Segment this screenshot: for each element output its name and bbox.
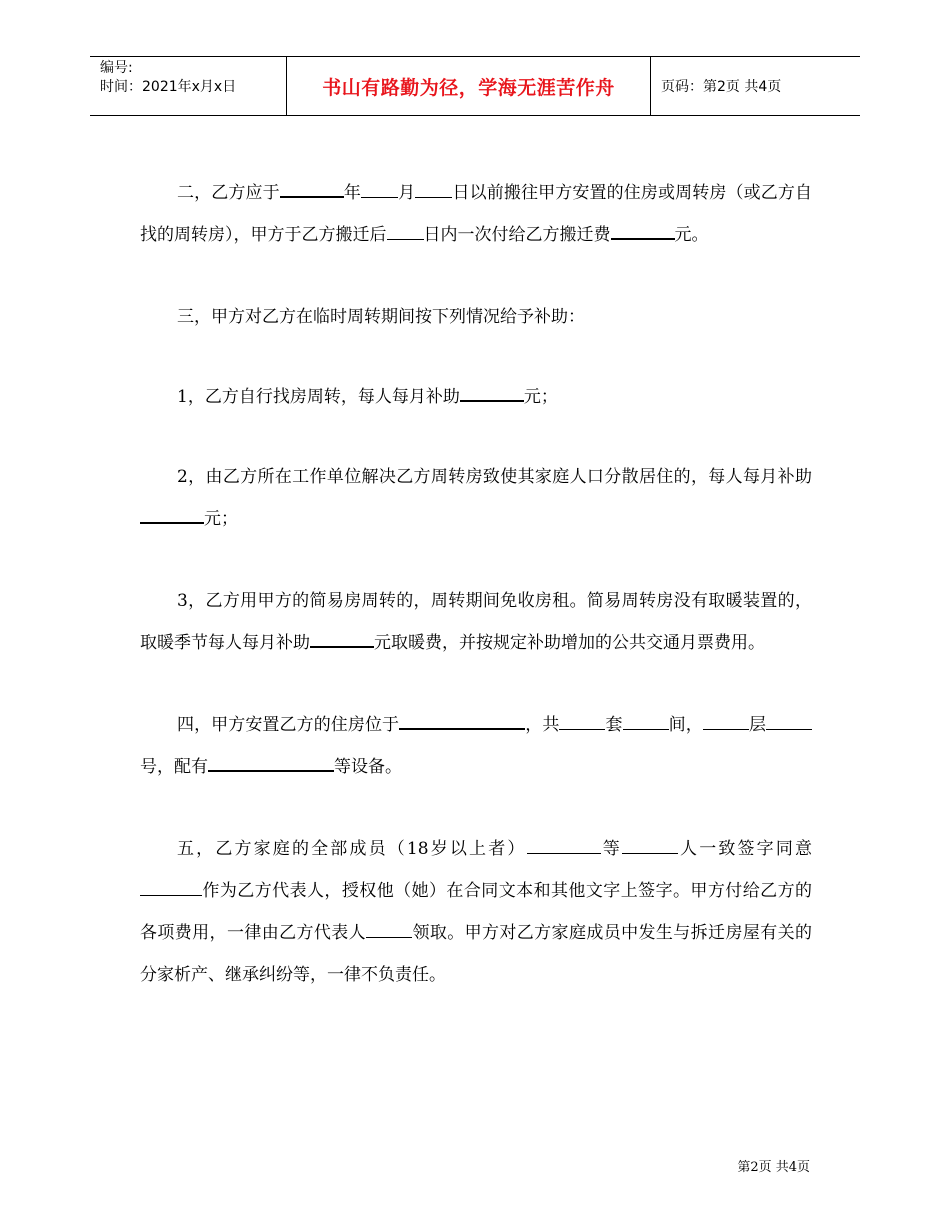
clause-text: 月 <box>398 183 416 203</box>
clause-text: 元； <box>204 509 238 529</box>
clause-3-item-1 <box>140 376 812 418</box>
fill-blank-heating-subsidy[interactable] <box>310 628 374 648</box>
fill-blank-housing-location[interactable] <box>399 710 525 730</box>
fill-blank-representative[interactable] <box>140 877 202 896</box>
clause-text: 四，甲方安置乙方的住房位于 <box>177 715 400 735</box>
fill-blank-room-count[interactable] <box>623 711 669 730</box>
fill-blank-member-names[interactable] <box>527 835 601 854</box>
clause-text: 套 <box>605 715 623 735</box>
fill-blank-relocation-fee[interactable] <box>611 220 675 240</box>
clause-4 <box>140 704 812 788</box>
clause-3-item-3 <box>140 580 812 664</box>
clause-text: 日内一次付给乙方搬迁费 <box>423 225 611 245</box>
clause-5 <box>140 828 812 996</box>
clause-text: ，共 <box>525 715 560 735</box>
fill-blank-member-count[interactable] <box>622 835 678 854</box>
clause-text: 间， <box>668 715 703 735</box>
clause-text: 元； <box>523 387 558 407</box>
clause-3-item-2 <box>140 456 812 540</box>
clause-text: 元。 <box>674 225 709 245</box>
fill-blank-equipment[interactable] <box>208 752 334 772</box>
fill-blank-number[interactable] <box>766 711 812 730</box>
fill-blank-days-within[interactable] <box>387 221 424 240</box>
clause-text: 年 <box>343 183 362 203</box>
header-meta-cell <box>90 57 287 115</box>
fill-blank-month[interactable] <box>361 179 398 198</box>
clause-text: 层 <box>748 715 767 735</box>
clause-text: 元取暖费，并按规定补助增加的公共交通月票费用。 <box>374 633 765 653</box>
clause-text: 号，配有 <box>140 757 208 777</box>
clause-3: 三，甲方对乙方在临时周转期间按下列情况给予补助： <box>177 307 585 327</box>
clause-text: 领取。甲方对乙方家庭成员中发生与拆迁房屋有关的分家析产、继承纠纷等，一律不负责任。 <box>140 923 813 985</box>
clause-text: 1，乙方自行找房周转，每人每月补助 <box>177 387 460 407</box>
document-date: 时间：2021年x月x日 <box>100 79 237 95</box>
fill-blank-unit-count[interactable] <box>559 711 605 730</box>
fill-blank-subsidy-dispersed[interactable] <box>140 504 204 524</box>
header-motto: 书山有路勤为径，学海无涯苦作舟 <box>287 57 651 115</box>
clause-text: 2，由乙方所在工作单位解决乙方周转房致使其家庭人口分散居住的，每人每月补助 <box>177 467 812 487</box>
fill-blank-recipient[interactable] <box>366 919 412 938</box>
clause-2 <box>140 172 812 256</box>
clause-text: 3，乙方用甲方的简易房周转的，周转期间免收房租。简易周转房没有取暖装置的，取暖季节每人每月补助 <box>140 591 812 653</box>
clause-text: 等 <box>600 839 622 859</box>
clause-text: 人一致签字同意 <box>677 839 813 859</box>
fill-blank-floor[interactable] <box>703 711 749 730</box>
fill-blank-day[interactable] <box>415 179 452 198</box>
fill-blank-year-count[interactable] <box>280 178 344 198</box>
clause-text: 等设备。 <box>334 757 402 777</box>
clause-text: 日以前搬往甲方安置的住房或周转房（或乙方自找的周转房），甲方于乙方搬迁后 <box>140 183 813 245</box>
clause-text: 二，乙方应于 <box>177 183 280 203</box>
page-footer: 第2页 共4页 <box>737 1160 810 1175</box>
page-header <box>90 56 860 116</box>
clause-text: 作为乙方代表人，授权他（她）在合同文本和其他文字上签字。甲方付给乙方的各项费用，一律由乙方代表人 <box>140 881 812 943</box>
clause-text: 五，乙方家庭的全部成员（18岁以上者） <box>177 839 527 859</box>
fill-blank-subsidy-self[interactable] <box>460 382 524 402</box>
document-number-label: 编号: <box>100 60 133 76</box>
header-page-info: 页码：第2页 共4页 <box>661 79 782 95</box>
document-body <box>140 172 812 1036</box>
